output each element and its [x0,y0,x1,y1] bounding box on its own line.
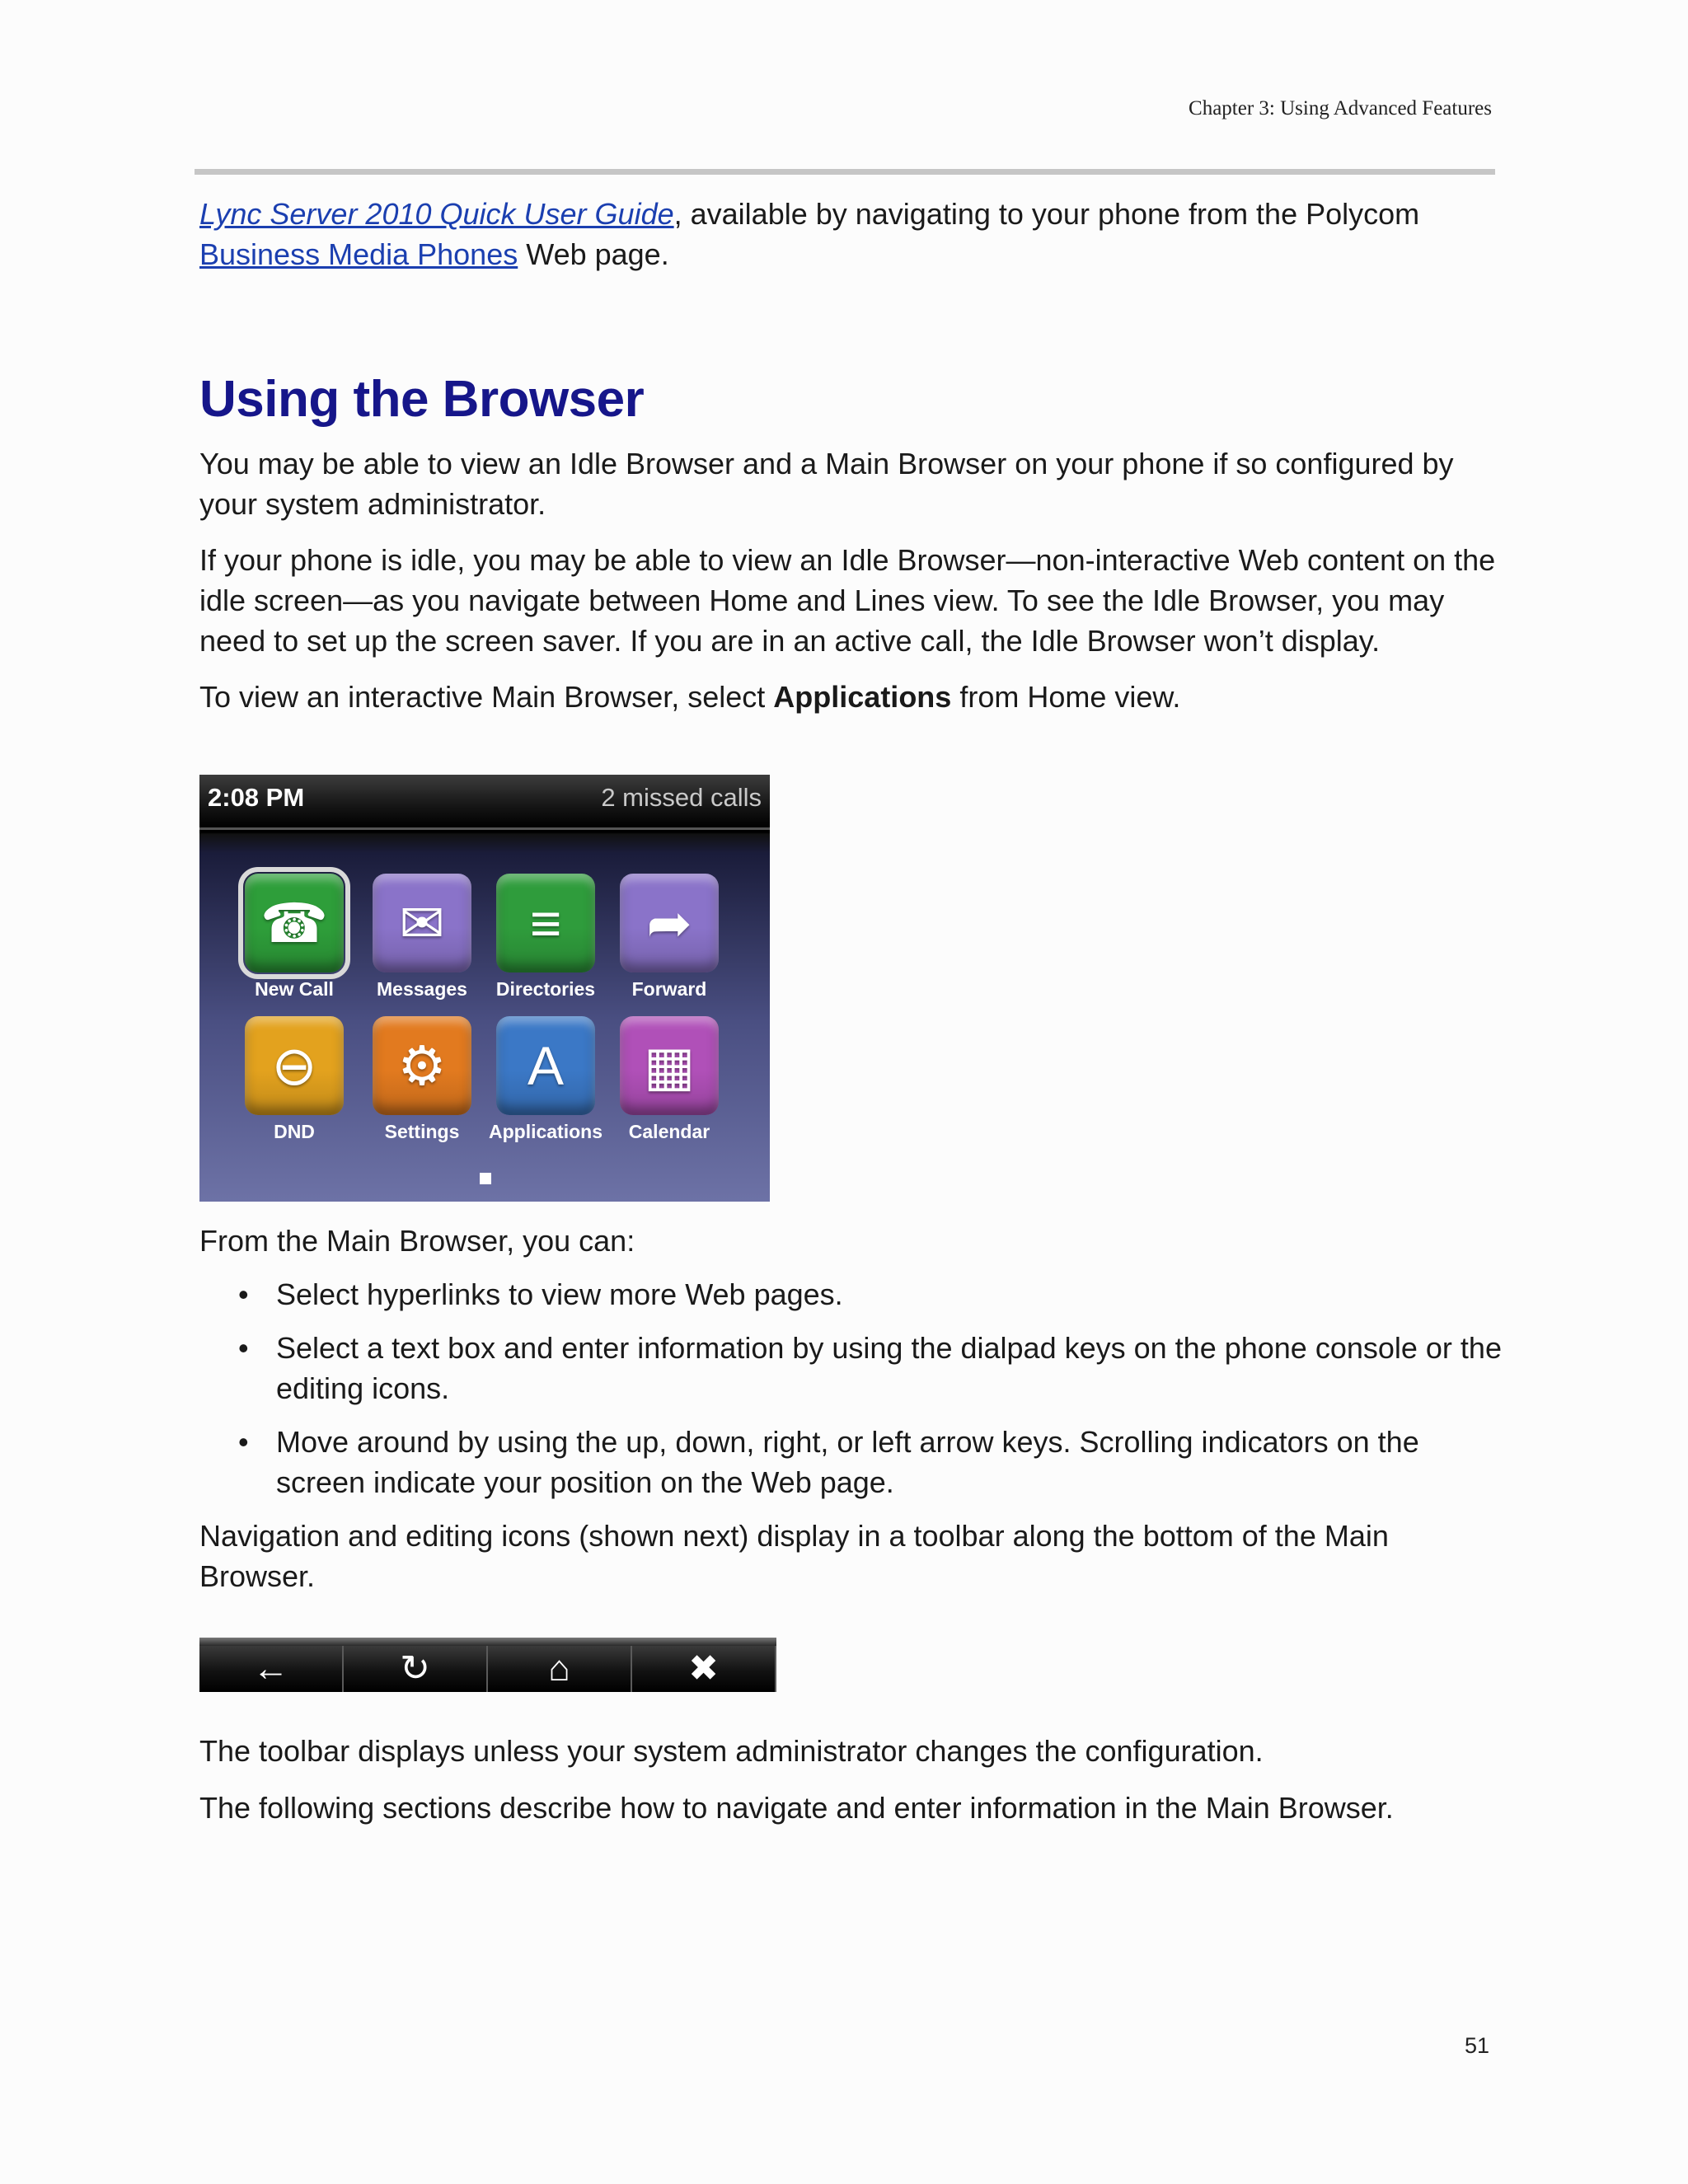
home-button[interactable] [488,1646,632,1692]
page-indicator-dot [480,1173,491,1184]
browser-toolbar [199,1638,776,1692]
tile-label: Applications [488,1121,603,1142]
tile-label: Calendar [628,1121,710,1142]
business-media-phones-link[interactable]: Business Media Phones [199,237,518,271]
bullet-marker: • [238,1331,249,1365]
toolbar-paragraph: Navigation and editing icons (shown next) display in a toolbar along the bottom of the Main Browser. [199,1519,1389,1593]
header-rule [195,169,1495,175]
tile-label: New Call [255,978,334,1000]
tile-label: Forward [631,978,707,1000]
calendar-icon: ▦ [643,1035,696,1096]
intro-text-2: Web page. [518,237,669,271]
applications-bold: Applications [773,680,952,714]
missed-calls-status: 2 missed calls [601,783,762,812]
closing-section [199,1731,1502,1828]
envelope-icon: ✉ [399,893,445,954]
tile-label: DND [274,1121,315,1142]
tile-new-call[interactable] [245,874,344,972]
dnd-icon: ⊖ [271,1035,317,1096]
browser-capabilities-list [199,1274,1502,1502]
quick-user-guide-link[interactable]: Lync Server 2010 Quick User Guide [199,197,674,231]
list-item [199,1274,1502,1315]
browser-paragraph-3 [199,677,1502,717]
tile-applications[interactable] [496,1016,595,1115]
applications-icon: A [527,1035,565,1096]
list-item [199,1328,1502,1408]
phone-home-screen [199,775,770,1202]
gear-icon: ⚙ [397,1035,447,1096]
tile-directories[interactable] [496,874,595,972]
bullet-marker: • [238,1277,249,1311]
forward-call-icon: ➦ [646,893,692,954]
book-icon: ≡ [529,893,562,954]
para3-text-post: from Home view. [951,680,1181,714]
tile-label: Messages [377,978,467,1000]
list-item [199,1422,1502,1502]
refresh-button[interactable] [344,1646,488,1692]
browser-list-intro: From the Main Browser, you can: [199,1224,635,1258]
browser-paragraph-1: You may be able to view an Idle Browser and a Main Browser on your phone if so configured by your system administrator. [199,447,1454,521]
home-icon: ⌂ [548,1648,570,1689]
page-content [199,194,1502,717]
tile-label: Directories [495,978,596,1000]
chapter-header: Chapter 3: Using Advanced Features [1189,97,1492,120]
section-title: Using the Browser [199,371,645,428]
browser-paragraph-2: If your phone is idle, you may be able to view an Idle Browser—non-interactive Web content on the idle screen—as you navigate between Home and Lines view. To see the Idle Browser, you may need to set up the screen saver. If you are in an active call, the Idle Browser won’t display. [199,543,1496,658]
phone-status-bar [199,775,770,830]
tile-dnd[interactable] [245,1016,344,1115]
closing-paragraph-2: The following sections describe how to navigate and enter information in the Main Browser. [199,1791,1394,1825]
list-item-text: Select a text box and enter information by using the dialpad keys on the phone console or the editing icons. [276,1331,1502,1405]
phone-time: 2:08 PM [208,783,305,812]
bullet-marker: • [238,1425,249,1459]
para3-text-pre: To view an interactive Main Browser, select [199,680,774,714]
intro-paragraph [199,194,1502,274]
tile-calendar[interactable] [620,1016,719,1115]
toolbar-top-strip [199,1638,776,1646]
page-number: 51 [1465,2033,1490,2058]
close-icon: ✖ [688,1648,719,1689]
close-button[interactable] [632,1646,776,1692]
back-arrow-button[interactable] [199,1646,344,1692]
tile-label: Settings [384,1121,460,1142]
browser-list-section [199,1221,1502,1596]
intro-text-1: , available by navigating to your phone from the Polycom [673,197,1420,231]
closing-paragraph-1: The toolbar displays unless your system administrator changes the configuration. [199,1734,1264,1768]
back-arrow-icon: ← [252,1648,289,1689]
phone-icon: ☎ [260,893,329,954]
refresh-icon: ↻ [400,1648,430,1689]
list-item-text: Move around by using the up, down, right, or left arrow keys. Scrolling indicators on the screen indicate your position on the Web page. [276,1425,1419,1499]
tile-settings[interactable] [373,1016,471,1115]
tile-forward[interactable] [620,874,719,972]
list-item-text: Select hyperlinks to view more Web pages. [276,1277,843,1311]
tile-messages[interactable] [373,874,471,972]
